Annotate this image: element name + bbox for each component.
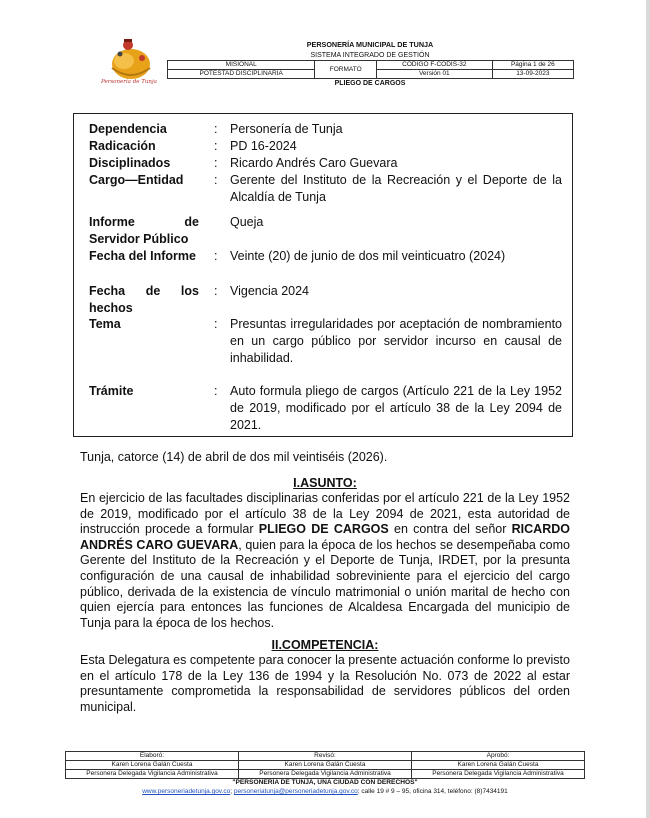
label-informe-line2: Servidor Público — [89, 232, 189, 246]
code-cell: CÓDIGO F-CODIS-32 — [377, 61, 493, 70]
aprobo-header: Aprobó: — [412, 752, 585, 761]
colon: : — [214, 249, 218, 263]
section-asunto-title: I.ASUNTO: — [293, 476, 357, 490]
page-cell: Página 1 de 26 — [492, 61, 573, 70]
label-informe-line1 — [89, 214, 199, 231]
label-cargo: Cargo—Entidad — [89, 173, 184, 187]
subprocess-cell: POTESTAD DISCIPLINARIA — [168, 70, 315, 79]
aprobo-name: Karen Lorena Galán Cuesta — [412, 761, 585, 770]
approval-table — [65, 751, 585, 779]
footer-motto: "PERSONERÍA DE TUNJA, UNA CIUDAD CON DERECHOS" — [232, 779, 418, 786]
value-tramite: Auto formula pliego de cargos (Artículo 221 de la Ley 1952 de 2019, modificado por el artículo 38 de la Ley 2094 de 2021. — [230, 384, 562, 432]
label-fecha-hechos-line2: hechos — [89, 301, 133, 315]
date-cell: 13-09-2023 — [492, 70, 573, 79]
email-link[interactable]: personeriatunja@personeriadetunja.gov.co — [233, 788, 358, 795]
colon: : — [214, 317, 218, 331]
asunto-text-a: En ejercicio de las facultades disciplinarias conferidas por el artículo 221 de la Ley 1952 de 2019, modificado por el artículo 38 de la Ley 2094 de 2021, esta autoridad de instrucción procede a formular — [80, 491, 570, 537]
asunto-text-b: en contra del señor — [388, 522, 512, 537]
footer-contact — [50, 788, 600, 795]
header-table — [167, 60, 574, 79]
value-cargo: Gerente del Instituto de la Recreación y el Deporte de la Alcaldía de Tunja — [230, 173, 562, 204]
process-cell: MISIONAL — [168, 61, 315, 70]
org-title: PERSONERÍA MUNICIPAL DE TUNJA — [306, 40, 434, 49]
label-tramite: Trámite — [89, 384, 134, 398]
section-competencia-text: Esta Delegatura es competente para conocer la presente actuación conforme lo previsto en el artículo 178 de la Ley 136 de 1994 y la Resolución No. 073 de 2022 al estar presuntamente comprometida la responsabilidad de servidores públicos del orden municipal. — [80, 653, 570, 714]
label-informe — [89, 214, 199, 248]
label-fecha-hechos-c: los — [180, 284, 199, 298]
aprobo-role: Personera Delegada Vigilancia Administrativa — [412, 770, 585, 779]
colon: : — [214, 122, 218, 136]
system-title: SISTEMA INTEGRADO DE GESTIÓN — [310, 52, 430, 59]
value-disciplinados: Ricardo Andrés Caro Guevara — [230, 156, 398, 170]
version-cell: Versión 01 — [377, 70, 493, 79]
address-text: ; calle 19 # 9 – 95, oficina 314, teléfono: (8)7434191 — [357, 788, 508, 795]
label-disciplinados: Disciplinados — [89, 156, 171, 170]
format-cell: FORMATO — [315, 61, 377, 79]
label-radicacion: Radicación — [89, 139, 156, 153]
colon: : — [214, 173, 218, 187]
contact-separator: ; — [230, 788, 234, 795]
document-title: PLIEGO DE CARGOS — [334, 80, 406, 87]
label-fecha-hechos — [89, 283, 199, 317]
section-asunto-text — [80, 491, 570, 631]
value-fecha-informe: Veinte (20) de junio de dos mil veinticuatro (2024) — [230, 249, 506, 263]
reviso-name: Karen Lorena Galán Cuesta — [239, 761, 412, 770]
colon: : — [214, 156, 218, 170]
section-competencia-title: II.COMPETENCIA: — [271, 638, 379, 652]
label-fecha-informe: Fecha del Informe — [89, 249, 196, 263]
value-informe: Queja — [230, 215, 264, 229]
colon: : — [214, 284, 218, 298]
colon: : — [214, 384, 218, 398]
label-informe-a: Informe — [89, 215, 135, 229]
asunto-text-c: , quien para la época de los hechos se desempeñaba como Gerente del Instituto de la Recreación y el Deporte de Tunja, IRDET, por la presunta configuración de una causal de inhabilidad sobreviniente para el ejercicio del cargo público, derivada de la existencia de vínculo matrimonial o unión marital de hecho con quien ejercía para entonces las funciones de Alcaldesa Encargada del municipio de Tunja para la época de los hechos. — [80, 537, 570, 630]
label-fecha-hechos-line1 — [89, 283, 199, 300]
value-dependencia: Personería de Tunja — [230, 122, 343, 136]
reviso-role: Personera Delegada Vigilancia Administrativa — [239, 770, 412, 779]
value-radicacion: PD 16-2024 — [230, 139, 297, 153]
elaboro-role: Personera Delegada Vigilancia Administrativa — [66, 770, 239, 779]
reviso-header: Revisó: — [239, 752, 412, 761]
website-link[interactable]: www.personeriadetunja.gov.co — [142, 788, 231, 795]
label-fecha-hechos-a: Fecha — [89, 284, 126, 298]
label-tema: Tema — [89, 317, 121, 331]
logo-caption: Personería de Tunja — [101, 79, 157, 85]
colon: : — [214, 139, 218, 153]
elaboro-header: Elaboró: — [66, 752, 239, 761]
label-informe-b: de — [184, 215, 199, 229]
value-fecha-hechos: Vigencia 2024 — [230, 284, 310, 298]
label-dependencia: Dependencia — [89, 122, 167, 136]
date-line: Tunja, catorce (14) de abril de dos mil veintiséis (2026). — [80, 450, 388, 464]
asunto-bold-pliego: PLIEGO DE CARGOS — [258, 522, 389, 537]
asunto-bold-name: RICARDO ANDRÉS CARO GUEVARA — [80, 522, 570, 552]
elaboro-name: Karen Lorena Galán Cuesta — [66, 761, 239, 770]
value-tema: Presuntas irregularidades por aceptación de nombramiento en un cargo público por servidor incurso en causal de inhabilidad. — [230, 317, 562, 365]
page-edge — [646, 0, 650, 818]
label-fecha-hechos-b: de — [145, 284, 161, 298]
